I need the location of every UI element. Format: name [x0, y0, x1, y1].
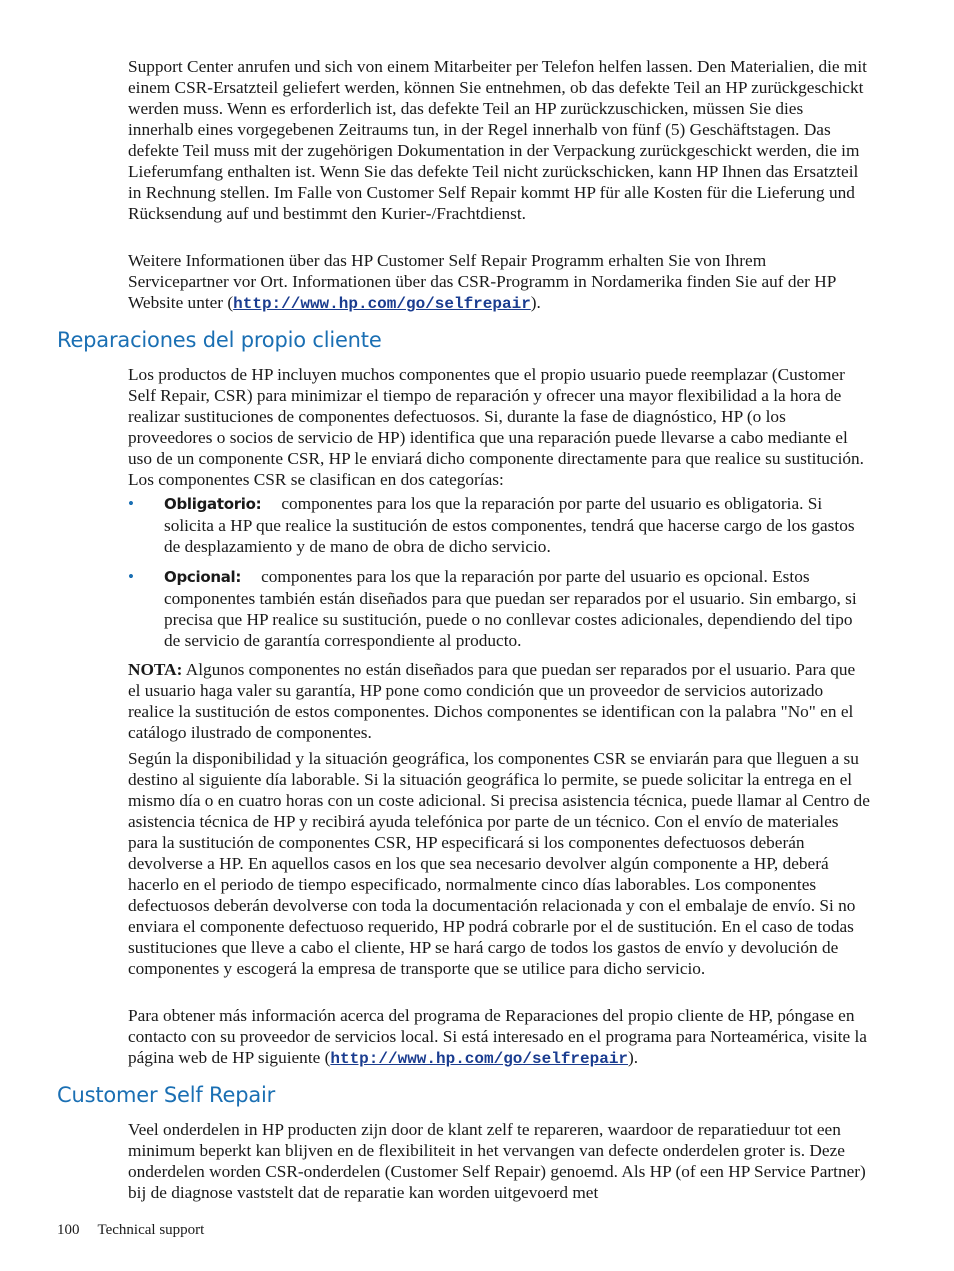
paragraph-nl-1: [128, 1119, 870, 1203]
bullet-term: Obligatorio:: [164, 495, 262, 513]
paragraph-nl-1-text: Veel onderdelen in HP producten zijn door de klant zelf te repareren, waardoor de reparatieduur tot een minimum beperkt kan blijven en de flexibiliteit in het vervangen van defecte onderdelen groter is. Deze onderdelen worden CSR-onderdelen (Customer Self Repair) genoemd. Als HP (of een HP Service Partner) bij de diagnose vaststelt dat de reparatie kan worden uitgevoerd met: [128, 1120, 866, 1202]
bullet-icon: •: [128, 494, 134, 513]
section-heading-nl: Customer Self Repair: [57, 1083, 276, 1107]
bullet-icon: •: [128, 567, 134, 586]
page-number: 100: [57, 1222, 80, 1238]
paragraph-de-1: [128, 56, 870, 224]
footer-section-title: Technical support: [97, 1222, 205, 1238]
paragraph-de-2-tail: ).: [530, 293, 541, 312]
bullet-term: Opcional:: [164, 568, 242, 586]
note-body: Algunos componentes no están diseñados para que puedan ser reparados por el usuario. Para que el usuario haga valer su garantía, HP pone como condición que un proveedor de servicios autorizado realice la sustitución de estos componentes. Dichos componentes se identifican con la palabra "No" en el catálogo ilustrado de componentes.: [128, 660, 856, 742]
bullet-body: [164, 566, 870, 651]
paragraph-es-3-tail: ).: [628, 1048, 639, 1067]
paragraph-es-1: [128, 364, 870, 490]
paragraph-es-2-text: Según la disponibilidad y la situación geográfica, los componentes CSR se enviarán para que lleguen a su destino al siguiente día laborable. Si la situación geográfica lo permite, se puede solicitar la entrega en el mismo día o en cuatro horas con un coste adicional. Si precisa asistencia técnica, puede llamar al Centro de asistencia técnica de HP y recibirá ayuda telefónica por parte de un técnico. Con el envío de materiales para la sustitución de componentes CSR, HP especificará si los componentes defectuosos deberán devolverse a HP. En aquellos casos en los que sea necesario devolver algún componente a HP, deberá hacerlo en el periodo de tiempo especificado, normalmente cinco días laborables. Los componentes defectuosos deberán devolverse con toda la documentación relacionada y con el embalaje de envío. Si no enviara el componente defectuoso requerido, HP podrá cobrarle por el de sustitución. En el caso de todas sustituciones que lleve a cabo el cliente, HP se hará cargo de todos los gastos de envío y devolución de componentes y escogerá la empresa de transporte que se utilice para dicho servicio.: [128, 749, 870, 978]
note-text: [128, 659, 870, 743]
note-paragraph: [128, 659, 870, 743]
paragraph-es-3-lead: Para obtener más información acerca del programa de Reparaciones del propio cliente de HP, póngase en contacto con su proveedor de servicios local. Si está interesado en el programa para Norteamérica, visite la página web de HP siguiente (: [128, 1006, 867, 1067]
paragraph-de-1-text: Support Center anrufen und sich von einem Mitarbeiter per Telefon helfen lassen. Den Materialien, die mit einem CSR-Ersatzteil geliefert werden, können Sie entnehmen, ob das defekte Teil an HP zurückgeschickt werden muss. Wenn es erforderlich ist, das defekte Teil an HP zurückzuschicken, müssen Sie dies innerhalb eines vorgegebenen Zeitraums tun, in der Regel innerhalb von fünf (5) Geschäftstagen. Das defekte Teil muss mit der zugehörigen Dokumentation in der Verpackung zurückgeschickt werden, die im Lieferumfang enthalten ist. Wenn Sie das defekte Teil nicht zurückschicken, kann HP Ihnen das Ersatzteil in Rechnung stellen. Im Falle von Customer Self Repair kommt HP für alle Kosten für die Lieferung und Rücksendung auf und bestimmt den Kurier-/Frachtdienst.: [128, 57, 867, 223]
paragraph-es-1-text: Los productos de HP incluyen muchos componentes que el propio usuario puede reemplazar (Customer Self Repair, CSR) para minimizar el tiempo de reparación y ofrecer una mayor flexibilidad a la hora de realizar sustituciones de componentes defectuosos. Si, durante la fase de diagnóstico, HP (o los proveedores o socios de servicio de HP) identifica que una reparación puede llevarse a cabo mediante el uso de un componente CSR, HP le enviará dicho componente directamente para que realice su sustitución. Los componentes CSR se clasifican en dos categorías:: [128, 365, 864, 489]
section-heading-es: Reparaciones del propio cliente: [57, 328, 382, 352]
paragraph-es-3: [128, 1005, 870, 1070]
paragraph-de-2-text: [128, 250, 870, 315]
paragraph-de-2-lead: Weitere Informationen über das HP Customer Self Repair Programm erhalten Sie von Ihrem Servicepartner vor Ort. Informationen über das CSR-Programm in Nordamerika finden Sie auf der HP Website unter (: [128, 251, 836, 312]
paragraph-es-3-text: [128, 1005, 870, 1070]
bullet-text: componentes para los que la reparación por parte del usuario es obligatoria. Si solicita a HP que realice la sustitución de estos componentes, tendrá que hacerse cargo de los gastos de desplazamiento y de mano de obra de dicho servicio.: [164, 494, 855, 556]
page-footer: [57, 1222, 204, 1239]
paragraph-de-2: [128, 250, 870, 315]
selfrepair-link-de[interactable]: http://www.hp.com/go/selfrepair: [233, 295, 531, 313]
paragraph-es-2: [128, 748, 870, 979]
bullet-text: componentes para los que la reparación por parte del usuario es opcional. Estos componentes también están diseñados para que puedan ser reparados por el usuario. Sin embargo, si precisa que HP realice su sustitución, puede o no conllevar costes adicionales, dependiendo del tipo de servicio de garantía correspondiente al producto.: [164, 567, 857, 650]
note-label: NOTA:: [128, 660, 183, 679]
selfrepair-link-es[interactable]: http://www.hp.com/go/selfrepair: [330, 1050, 629, 1068]
bullet-body: [164, 493, 870, 557]
